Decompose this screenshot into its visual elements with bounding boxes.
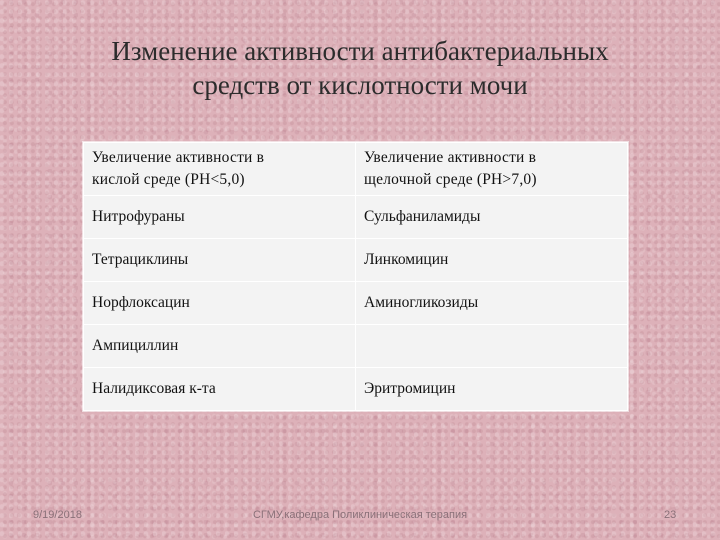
header-acidic-line-2: кислой среде (PH<5,0) — [92, 171, 245, 188]
alkaline-cell: Сульфаниламиды — [356, 196, 628, 239]
table-row — [84, 368, 628, 411]
header-acidic-line-1: Увеличение активности в — [92, 149, 265, 166]
header-acidic — [84, 143, 356, 196]
acidic-cell: Налидиксовая к-та — [84, 368, 356, 411]
acidic-cell: Тетрациклины — [84, 239, 356, 282]
footer-page-number: 23 — [664, 509, 677, 521]
table-row — [84, 239, 628, 282]
alkaline-cell: Линкомицин — [356, 239, 628, 282]
alkaline-cell: Аминогликозиды — [356, 282, 628, 325]
footer-date: 9/19/2018 — [33, 509, 82, 521]
footer-organization: СГМУ,кафедра Поликлиническая терапия — [252, 509, 468, 521]
acidic-cell: Ампициллин — [84, 325, 356, 368]
slide-title-line-2: средств от кислотности мочи — [192, 70, 528, 100]
table-row — [84, 282, 628, 325]
slide-title-line-1: Изменение активности антибактериальных — [111, 36, 609, 66]
table-row — [84, 325, 628, 368]
acidic-cell: Нитрофураны — [84, 196, 356, 239]
alkaline-cell: Эритромицин — [356, 368, 628, 411]
table-row — [84, 196, 628, 239]
header-alkaline-line-2: щелочной среде (PH>7,0) — [364, 171, 537, 188]
header-alkaline — [356, 143, 628, 196]
table-header-row — [84, 143, 628, 196]
antibiotic-ph-table — [83, 142, 628, 411]
slide-title — [60, 34, 660, 102]
alkaline-cell — [356, 325, 628, 368]
header-alkaline-line-1: Увеличение активности в — [364, 149, 537, 166]
acidic-cell: Норфлоксацин — [84, 282, 356, 325]
